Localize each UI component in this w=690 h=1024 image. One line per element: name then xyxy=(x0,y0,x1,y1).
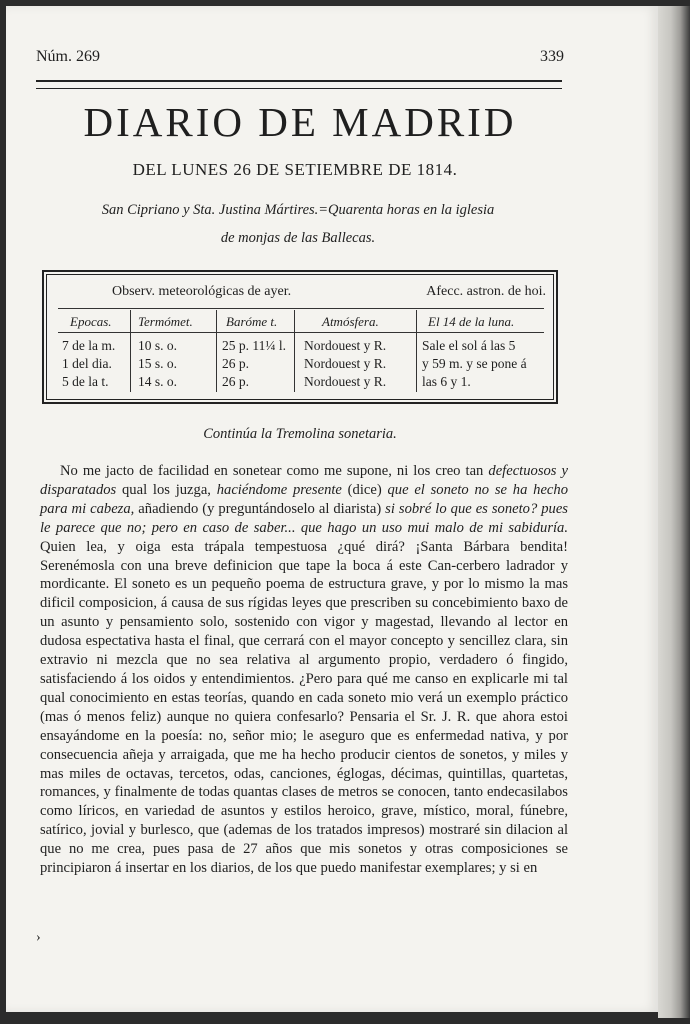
col-epocas: Epocas. xyxy=(70,314,112,329)
text-segment-italic: que el soneto no se ha hecho para mi cabeza, xyxy=(40,481,568,517)
text-segment: Quien lea, y oiga esta trápala tempestuosa ¿qué dirá? ¡Santa Bárbara bendita! Serenémosla con una breve definicion que tape la boca á este Can-cerbero ladrador y mordicante. El soneto es un pequeño poema de estructura grave, y por lo mismo la mas dificil composicion, á causa de sus rígidas leyes que prescriben su concebimiento baxo de un asunto y pensamiento solo, sostenido con vigor y magestad, llevando al lector en dudosa espectativa hasta el final, que cerrará con el mayor concepto y sencillez clara, sin extravio ni mezcla que no sea relativa al argumento propio, verdadero ó fingido, satisfaciendo á los oidos y entendimientos. ¿Pero para qué me canso en explicarle mi tal qual conocimiento en estas teorías, quando en cada soneto mio verá un exemplo práctico (mas ó menos feliz) aunque no quiera confesarlo? Pensaria el Sr. J. R. que ahora estoi ensayándome en la poesía: no, señor mio; le aseguro que es enfermedad nativa, y por consecuencia añeja y arraigada, que me ha hecho producir cientos de sonetos, y miles y mas miles de octavas, tercetos, odas, canciones, églogas, décimas, quintillas, quartetas, romances, y finalmente de todas quantas clases de metros se conocen, tanto endecasilabos como líricos, en variedad de asuntos y estilos heroico, grave, místico, moral, fúnebre, satírico, jovial y burlesco, que (ademas de los tratados impresos) mostraré sin dilacion al que no me crea, pues pasa de 27 años que mis sonetos y otras composiciones se principiaron á insertar en los diarios, de los que puedo manifestar exemplares; y si en xyxy=(40,538,568,877)
saints-line-1: San Cipriano y Sta. Justina Mártires.=Quarenta horas en la iglesia xyxy=(101,202,495,218)
row-2-baro: 26 p. xyxy=(222,356,249,371)
page-header xyxy=(36,48,564,72)
header-rule xyxy=(36,80,562,89)
row-3-temp: 14 s. o. xyxy=(138,374,178,389)
page-number: 339 xyxy=(540,48,564,65)
text-segment: qual los juzga, xyxy=(116,481,217,498)
weather-heading-right: Afecc. astron. de hoi. xyxy=(426,284,546,299)
article-paragraph xyxy=(40,462,568,878)
saints-line-2: de monjas de las Ballecas. xyxy=(220,230,376,246)
col-termometro: Termómet. xyxy=(138,314,193,329)
row-1-baro: 25 p. 11¼ l. xyxy=(222,338,286,353)
text-segment-italic: haciéndome presente xyxy=(216,481,342,498)
astro-line-3: las 6 y 1. xyxy=(422,374,471,389)
row-2-epoca: 1 del dia. xyxy=(62,356,112,371)
margin-mark: › xyxy=(36,930,41,945)
article-body xyxy=(40,462,568,878)
astro-line-2: y 59 m. y se pone á xyxy=(422,356,527,371)
row-1-epoca: 7 de la m. xyxy=(62,338,116,353)
saints-note xyxy=(48,196,548,252)
row-1-temp: 10 s. o. xyxy=(138,338,178,353)
weather-heading-left: Observ. meteorológicas de ayer. xyxy=(112,284,292,299)
page-edge-shadow xyxy=(658,6,690,1018)
text-segment: No me jacto de facilidad en sonetear como me supone, ni los creo tan xyxy=(60,463,489,479)
row-3-epoca: 5 de la t. xyxy=(62,374,109,389)
article-title: Continúa la Tremolina sonetaria. xyxy=(203,426,397,442)
date-line: DEL LUNES 26 DE SETIEMBRE DE 1814. xyxy=(132,160,458,179)
row-3-atmos: Nordouest y R. xyxy=(304,374,387,389)
col-atmosfera: Atmósfera. xyxy=(322,314,379,329)
col-divider xyxy=(294,310,295,392)
col-barometro: Baróme t. xyxy=(226,314,278,329)
row-3-baro: 26 p. xyxy=(222,374,249,389)
masthead-title: DIARIO DE MADRID xyxy=(83,99,517,145)
col-divider xyxy=(416,310,417,392)
text-segment: (dice) xyxy=(341,481,388,498)
text-segment-italic: si sobré lo que es soneto? pues le parece que no; pero en caso de saber... que hago un uso mui malo de mi sabiduría. xyxy=(40,500,568,536)
row-2-temp: 15 s. o. xyxy=(138,356,178,371)
astro-line-1: Sale el sol á las 5 xyxy=(422,338,516,353)
col-luna: El 14 de la luna. xyxy=(428,314,515,329)
col-divider xyxy=(130,310,131,392)
row-2-atmos: Nordouest y R. xyxy=(304,356,387,371)
text-segment-italic: defectuosos y disparatados xyxy=(40,463,568,498)
row-1-atmos: Nordouest y R. xyxy=(304,338,387,353)
col-divider xyxy=(216,310,217,392)
weather-heading xyxy=(44,284,556,304)
weather-table xyxy=(42,270,558,404)
text-segment: añadiendo (y preguntándoselo al diarista) xyxy=(134,500,386,517)
issue-number: Núm. 269 xyxy=(36,48,100,65)
weather-rule-top xyxy=(58,308,544,309)
